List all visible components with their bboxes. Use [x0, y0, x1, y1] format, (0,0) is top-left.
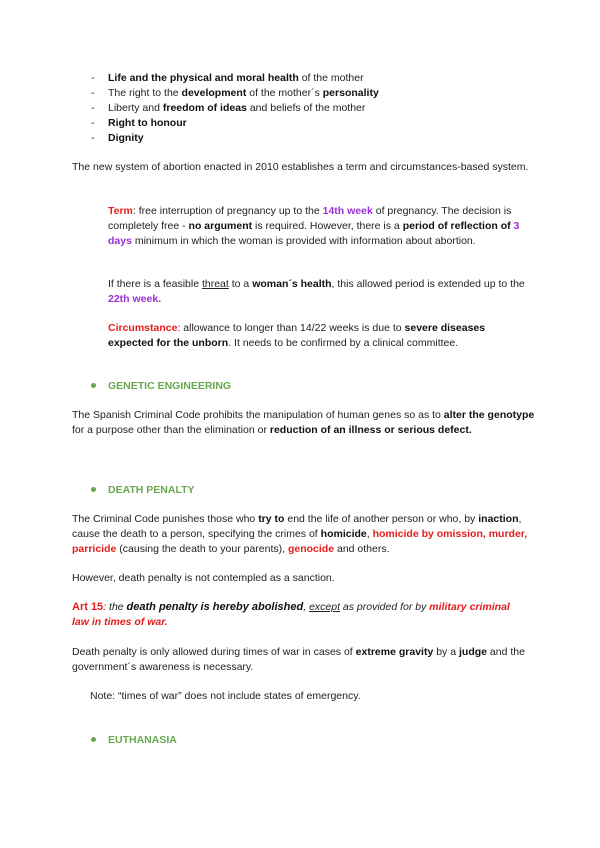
item-bold: personality — [322, 87, 379, 99]
art-15-label: Art 15 — [72, 601, 104, 613]
item-bold: Life and the physical and moral health — [108, 72, 299, 84]
death-paragraph-3: Death penalty is only allowed during times of war in cases of extreme gravity by a judge and the government´s awareness is necessary. — [72, 646, 525, 673]
threat-paragraph: If there is a feasible threat to a woman´s health, this allowed period is extended up to the 22th week. — [108, 278, 525, 305]
bullet-icon — [91, 487, 96, 492]
heading-genetic-engineering: GENETIC ENGINEERING — [91, 379, 231, 394]
item-text: Liberty and — [108, 102, 163, 114]
item-text: The right to the — [108, 87, 182, 99]
item-text: and beliefs of the mother — [246, 102, 366, 114]
item-bold: Dignity — [108, 132, 144, 144]
heading-euthanasia: EUTHANASIA — [91, 733, 177, 748]
week-22: 22th week. — [108, 293, 162, 305]
item-text: of the mother´s — [246, 87, 323, 99]
abortion-intro: The new system of abortion enacted in 2010 establishes a term and circumstances-based system. — [72, 161, 529, 173]
circumstance-paragraph: Circumstance: allowance to longer than 14/22 weeks is due to severe diseases expected for the unborn. It needs to be confirmed by a clinical committee. — [108, 322, 486, 349]
bullet-icon — [91, 383, 96, 388]
note-paragraph: Note: “times of war” does not include states of emergency. — [90, 690, 361, 702]
rights-list — [91, 71, 551, 146]
item-bold: freedom of ideas — [162, 102, 247, 114]
circumstance-label: Circumstance — [108, 322, 178, 334]
death-paragraph-2: However, death penalty is not contempled as a sanction. — [72, 572, 335, 584]
term-paragraph: Term: free interruption of pregnancy up to the 14th week of pregnancy. The decision is completely free - no argument is required. However, there is a period of reflection of 3 days minimum in which the woman is provided with information about abortion. — [108, 205, 520, 247]
heading-death-penalty: DEATH PENALTY — [91, 483, 195, 498]
list-item: - The right to the development of the mother´s personality — [91, 87, 379, 99]
days-3: 3 days — [108, 220, 520, 247]
list-item: - Dignity — [91, 132, 144, 144]
genetic-paragraph: The Spanish Criminal Code prohibits the manipulation of human genes so as to alter the genotype for a purpose other than the elimination or reduction of an illness or serious defect. — [72, 409, 535, 436]
list-item: - Liberty and freedom of ideas and beliefs of the mother — [91, 102, 366, 114]
item-bold: development — [181, 87, 247, 99]
list-item: - Right to honour — [91, 117, 187, 129]
bullet-icon — [91, 737, 96, 742]
art-15-paragraph: Art 15: the death penalty is hereby abolished, except as provided for by military criminal law in times of war. — [72, 601, 510, 628]
list-item: - Life and the physical and moral health of the mother — [91, 72, 364, 84]
week-14: 14th week — [322, 205, 373, 217]
item-text: of the mother — [298, 72, 364, 84]
term-label: Term — [108, 205, 133, 217]
death-paragraph-1: The Criminal Code punishes those who try to end the life of another person or who, by inaction, cause the death to a person, specifying the crimes of homicide, homicide by omission, murder, parricide (causing the death to your parents), genocide and others. — [72, 513, 528, 555]
item-bold: Right to honour — [108, 117, 187, 129]
